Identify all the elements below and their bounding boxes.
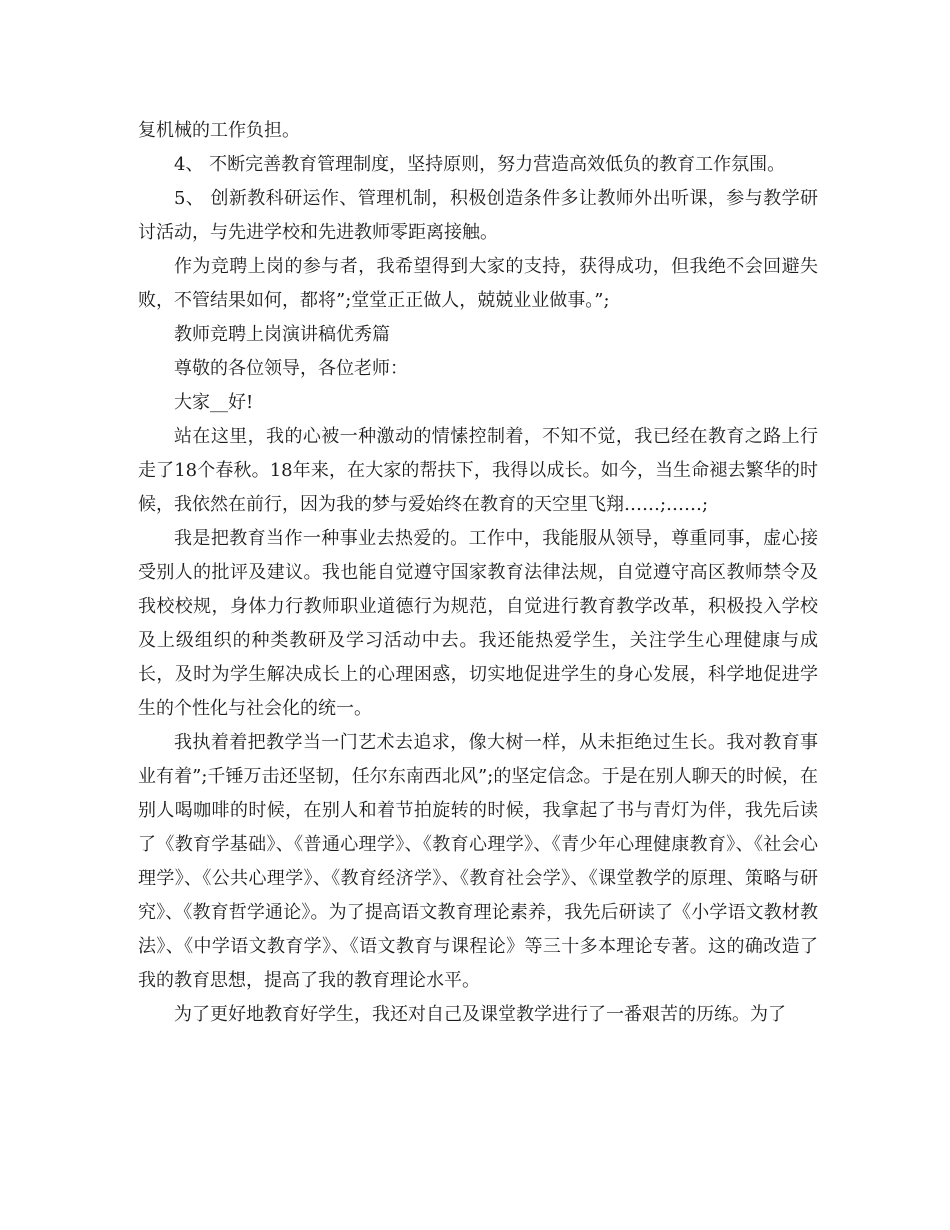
paragraph: 4、 不断完善教育管理制度，坚持原则，努力营造高效低负的教育工作氛围。: [174, 154, 786, 175]
salutation: 尊敬的各位领导，各位老师：: [174, 358, 408, 379]
paragraph: 复机械的工作负担。: [138, 120, 300, 141]
document-body: [138, 114, 818, 1032]
paragraph: 我执着着把教学当一门艺术去追求，像大树一样，从未拒绝过生长。我对教育事业有着”;千锤万击还坚韧，任尔东南西北风”;的坚定信念。于是在别人聊天的时候，在别人喝咖啡的时候，在别人和着节拍旋转的时候，我拿起了书与青灯为伴，我先后读了《教育学基础》、《普通心理学》、《教育心理学》、《青少年心理健康教育》、《社会心理学》、《公共心理学》、《教育经济学》、《教育社会学》、《课堂教学的原理、策略与研究》、《教育哲学通论》。为了提高语文教育理论素养，我先后研读了《小学语文教材教法》、《中学语文教育学》、《语文教育与课程论》等三十多本理论专著。这的确改造了我的教育思想，提高了我的教育理论水平。: [138, 732, 818, 991]
paragraph: 站在这里，我的心被一种激动的情愫控制着，不知不觉，我已经在教育之路上行走了18个春秋。18年来，在大家的帮扶下，我得以成长。如今，当生命褪去繁华的时候，我依然在前行，因为我的梦与爱始终在教育的天空里飞翔……;……;: [138, 426, 818, 515]
section-title: 教师竞聘上岗演讲稿优秀篇: [174, 324, 390, 345]
paragraph: 我是把教育当作一种事业去热爱的。工作中，我能服从领导，尊重同事，虚心接受别人的批评及建议。我也能自觉遵守国家教育法律法规，自觉遵守高区教师禁令及我校校规，身体力行教师职业道德行为规范，自觉进行教育教学改革，积极投入学校及上级组织的种类教研及学习活动中去。我还能热爱学生，关注学生心理健康与成长，及时为学生解决成长上的心理困惑，切实地促进学生的身心发展，科学地促进学生的个性化与社会化的统一。: [138, 528, 818, 719]
greeting: 大家__好!: [174, 392, 254, 413]
paragraph: 为了更好地教育好学生，我还对自己及课堂教学进行了一番艰苦的历练。为了: [174, 1004, 786, 1025]
paragraph: 作为竞聘上岗的参与者，我希望得到大家的支持，获得成功，但我绝不会回避失败，不管结果如何，都将”;堂堂正正做人，兢兢业业做事。”;: [138, 256, 818, 311]
paragraph: 5、 创新教科研运作、管理机制，积极创造条件多让教师外出听课，参与教学研讨活动，与先进学校和先进教师零距离接触。: [138, 188, 818, 243]
